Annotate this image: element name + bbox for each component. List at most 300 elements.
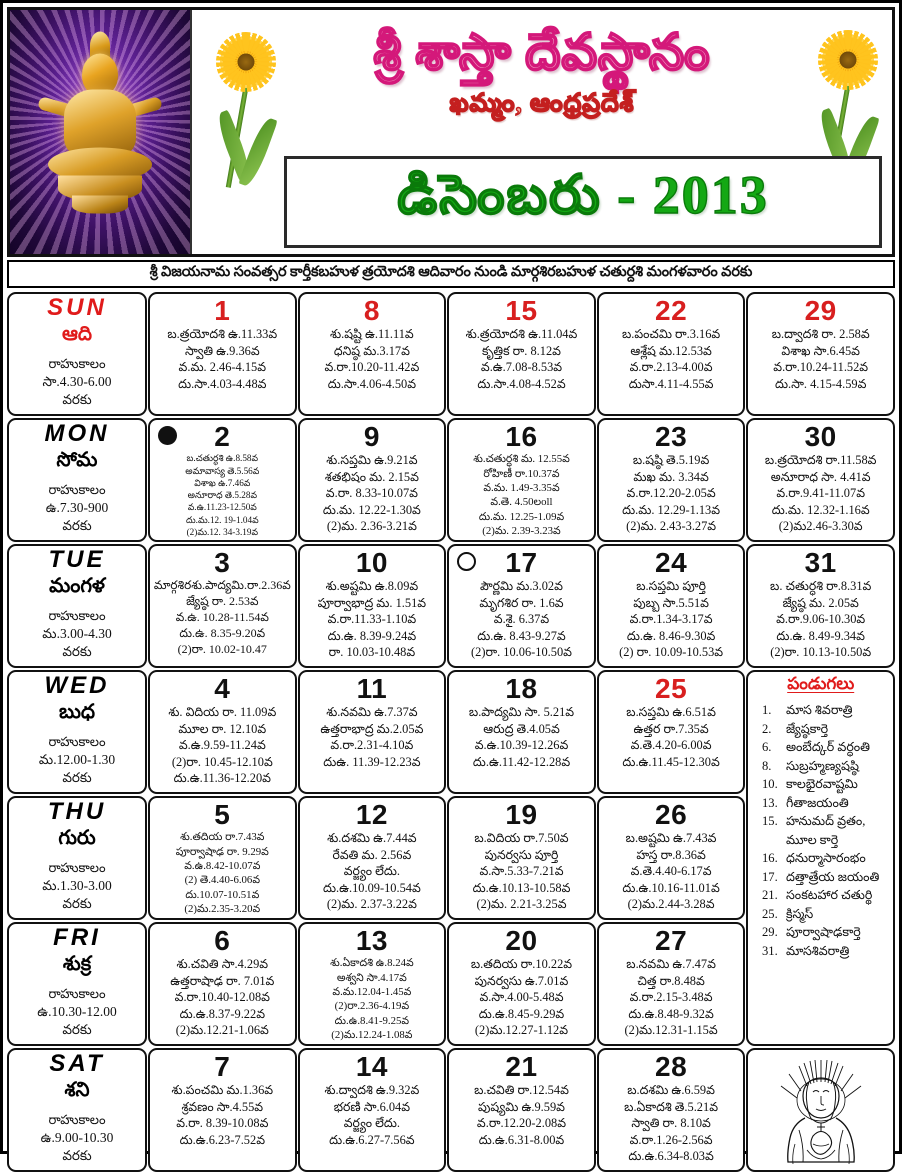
panchangam-lines xyxy=(452,578,591,661)
panchangam-line: శు.సప్తమి ఉ.9.21వ xyxy=(326,453,418,468)
panchangam-line: దు.మ. 12.22-1.30వ xyxy=(322,502,421,517)
panchangam-line: వ.ఉ.11.23-12.50వ xyxy=(187,502,257,513)
date-cell-31[interactable] xyxy=(746,544,895,668)
date-number: 28 xyxy=(655,1051,688,1082)
festival-day-number: 10. xyxy=(761,777,778,791)
panchangam-line: వ.సా.4.00-5.48వ xyxy=(479,990,564,1005)
panchangam-lines xyxy=(452,956,591,1039)
festival-day-number: 17. xyxy=(761,869,778,884)
date-cell-26[interactable] xyxy=(597,796,746,920)
date-number: 20 xyxy=(505,925,538,956)
panchangam-line: (2)మ.2.44-3.28వ xyxy=(627,897,715,912)
date-number: 24 xyxy=(655,547,688,578)
date-number: 7 xyxy=(214,1051,231,1082)
rahukalam-until: వరకు xyxy=(62,1021,92,1037)
rahukalam-until: వరకు xyxy=(62,1147,92,1163)
panchangam-line: వ.శై. 6.37వ xyxy=(493,612,550,627)
panchangam-line: దు.మ.12. 19-1.04వ xyxy=(185,514,259,525)
date-number: 8 xyxy=(363,295,380,326)
panchangam-line: బ.త్రయోదశి ఉ.11.33వ xyxy=(167,327,278,342)
panchangam-line: (2)మ. 2.37-3.22వ xyxy=(326,897,417,912)
festival-name: కాలభైరవాష్టమి xyxy=(785,777,858,791)
panchangam-line: వ.తె. 4.50లoll xyxy=(490,496,553,509)
panchangam-line: దు.ఉ. 8.43-9.27వ xyxy=(477,628,566,643)
festival-day-number: 2. xyxy=(761,721,772,736)
weekday-te-label: గురు xyxy=(58,827,96,849)
rahukalam-time: మ.1.30-3.00 xyxy=(42,877,112,893)
panchangam-line: వ.ఉ.8.42-10.07వ xyxy=(184,860,261,873)
panchangam-line: జ్యేష్ఠ మ. 2.05వ xyxy=(782,595,859,610)
date-number: 10 xyxy=(355,547,388,578)
date-cell-17[interactable] xyxy=(447,544,596,668)
panchangam-line: బ.విదియ రా.7.50వ xyxy=(474,831,569,846)
date-cell-13[interactable] xyxy=(298,922,447,1046)
panchangam-line: వ.రా.10.20-11.42వ xyxy=(324,360,420,375)
panchangam-line: శు.షష్టి ఉ.11.11వ xyxy=(330,327,414,342)
panchangam-line: (2)మ. 2.39-3.23వ xyxy=(482,525,561,538)
date-cell-15[interactable] xyxy=(447,292,596,416)
panchangam-line: బ.పంచమి రా.3.16వ xyxy=(621,327,721,342)
panchangam-line: శు. విదియ రా. 11.09వ xyxy=(168,705,277,720)
panchangam-line: బ.షష్ఠి తె.5.19వ xyxy=(632,453,710,468)
date-number: 30 xyxy=(804,421,837,452)
panchangam-line: దు.ఉ.8.37-9.22వ xyxy=(179,1006,265,1021)
panchangam-lines xyxy=(303,578,442,661)
panchangam-line: దు.సా.4.03-4.48వ xyxy=(178,376,267,391)
panchangam-line: (2) తె.4.40-6.06వ xyxy=(184,874,261,887)
panchangam-lines xyxy=(153,1082,292,1148)
rahukalam-until: వరకు xyxy=(62,391,92,407)
flower-right-icon xyxy=(822,34,874,86)
weekday-te-label: ఆది xyxy=(61,323,93,345)
festival-name: ధనుర్మాసారంభం xyxy=(785,851,866,865)
date-number: 17 xyxy=(505,547,538,578)
date-number: 14 xyxy=(355,1051,388,1082)
festival-item xyxy=(762,757,879,776)
rahukalam-label: రాహుకాలం xyxy=(48,356,106,371)
rahukalam-label: రాహుకాలం xyxy=(48,1112,106,1127)
panchangam-line: దు.ఉ.11.42-12.28వ xyxy=(472,754,571,769)
temple-name: శ్రీ శాస్తా దేవస్థానం xyxy=(373,24,711,80)
panchangam-line: వ.రా.2.15-3.48వ xyxy=(629,990,713,1005)
festival-day-number: 8. xyxy=(761,758,772,773)
panchangam-lines xyxy=(602,1082,741,1165)
weekday-header-mon xyxy=(7,418,147,542)
panchangam-line: దుసా.4.11-4.55వ xyxy=(628,376,714,391)
deity-image xyxy=(10,10,192,254)
date-number: 13 xyxy=(355,925,388,956)
date-cell-29[interactable] xyxy=(746,292,895,416)
panchangam-lines xyxy=(602,704,741,770)
panchangam-line: (2)మ2.46-3.30వ xyxy=(778,519,863,534)
date-number: 6 xyxy=(214,925,231,956)
date-cell-23[interactable] xyxy=(597,418,746,542)
weekday-en-label: SAT xyxy=(49,1050,105,1077)
panchangam-line: (2)రా. 10.06-10.50వ xyxy=(471,645,572,660)
panchangam-line: శు.ఏకాదశి ఉ.8.24వ xyxy=(330,957,414,970)
panchangam-lines xyxy=(153,326,292,392)
date-cell-20[interactable] xyxy=(447,922,596,1046)
panchangam-line: వ.రా.10.40-12.08వ xyxy=(174,990,270,1005)
panchangam-lines xyxy=(452,326,591,392)
panchangam-line: శు.అష్టమి ఉ.8.09వ xyxy=(325,579,419,594)
panchangam-line: బ.చవితి రా.12.54వ xyxy=(474,1083,569,1098)
date-cell-8[interactable] xyxy=(298,292,447,416)
weekday-header-tue xyxy=(7,544,147,668)
panchangam-line: దు.సా. 4.15-4.59వ xyxy=(774,376,867,391)
date-number: 27 xyxy=(655,925,688,956)
panchangam-lines xyxy=(153,830,292,916)
weekday-en-label: SUN xyxy=(47,294,107,321)
festival-name: మాస శివరాత్రి xyxy=(785,703,853,717)
date-cell-4[interactable] xyxy=(148,670,297,794)
panchangam-line: (2)మ.12.27-1.12వ xyxy=(474,1023,569,1038)
date-number: 3 xyxy=(214,547,231,578)
panchangam-line: దుఉ. 11.39-12.23వ xyxy=(323,754,421,769)
panchangam-line: (2) రా. 10.09-10.53వ xyxy=(619,645,724,660)
panchangam-line: శు.నవమి ఉ.7.37వ xyxy=(326,705,418,720)
panchangam-line: (2)మ. 2.36-3.21వ xyxy=(326,519,417,534)
date-number: 4 xyxy=(214,673,231,704)
panchangam-line: బ.అష్టమి ఉ.7.43వ xyxy=(625,831,717,846)
temple-location: ఖమ్మం, ఆంధ్రప్రదేశ్ xyxy=(449,89,635,117)
weekday-header-fri xyxy=(7,922,147,1046)
panchangam-line: శు.చతుర్ధశి మ. 12.55వ xyxy=(473,453,570,466)
panchangam-line: ధనిష్ఠ మ.3.17వ xyxy=(333,343,410,358)
festival-name: క్రిస్మస్ xyxy=(785,906,814,921)
date-cell-28[interactable] xyxy=(597,1048,746,1172)
panchangam-lines xyxy=(303,704,442,770)
panchangam-line: దు.10.07-10.51వ xyxy=(185,888,260,901)
date-cell-3[interactable] xyxy=(148,544,297,668)
date-cell-7[interactable] xyxy=(148,1048,297,1172)
festival-item xyxy=(762,720,879,739)
panchangam-lines xyxy=(602,578,741,661)
date-number: 9 xyxy=(363,421,380,452)
panchangam-line: వ.రా.10.24-11.52వ xyxy=(773,360,869,375)
festival-item xyxy=(762,794,879,813)
panchangam-line: వ.రా.9.06-10.30వ xyxy=(776,612,866,627)
panchangam-lines xyxy=(751,452,890,535)
panchangam-line: రా. 10.03-10.48వ xyxy=(328,645,416,660)
rahukalam-label: రాహుకాలం xyxy=(48,734,106,749)
panchangam-line: వ.ఉ.7.08-8.53వ xyxy=(480,360,563,375)
weekday-en-label: WED xyxy=(44,672,110,699)
panchangam-line: జ్యేష్ఠ రా. 2.53వ xyxy=(186,594,259,609)
panchangam-line: వ.రా.9.41-11.07వ xyxy=(776,486,866,501)
panchangam-lines xyxy=(153,452,292,538)
panchangam-line: (2)మ. 2.43-3.27వ xyxy=(626,519,717,534)
date-cell-16[interactable] xyxy=(447,418,596,542)
date-cell-19[interactable] xyxy=(447,796,596,920)
panchangam-line: శ్రవణం సా.4.55వ xyxy=(181,1099,264,1114)
flower-left-icon xyxy=(220,36,272,88)
weekday-header-wed xyxy=(7,670,147,794)
festival-item xyxy=(762,738,879,757)
panchangam-line: వ.ఉ.9.59-11.24వ xyxy=(178,738,266,753)
panchangam-line: బ.త్రయోదశి రా.11.58వ xyxy=(764,453,877,468)
weekday-en-label: MON xyxy=(44,420,110,447)
date-number: 16 xyxy=(505,421,538,452)
date-number: 1 xyxy=(214,295,231,326)
month-year-box xyxy=(284,156,882,248)
festivals-title: పండుగలు xyxy=(787,674,855,693)
panchangam-lines xyxy=(452,830,591,913)
date-cell-14[interactable] xyxy=(298,1048,447,1172)
date-number: 5 xyxy=(214,799,231,830)
weekday-te-label: బుధ xyxy=(58,701,96,723)
weekday-header-thu xyxy=(7,796,147,920)
festival-item xyxy=(762,923,879,942)
panchangam-line: ఉత్తర రా.7.35వ xyxy=(633,721,709,736)
date-cell-30[interactable] xyxy=(746,418,895,542)
date-cell-22[interactable] xyxy=(597,292,746,416)
festival-item xyxy=(762,905,879,924)
panchangam-lines xyxy=(751,326,890,392)
panchangam-line: అశ్వని సా.4.17వ xyxy=(336,971,407,984)
date-cell-10[interactable] xyxy=(298,544,447,668)
panchangam-line: వర్జ్యం లేదు. xyxy=(343,1116,401,1131)
weekday-te-label: శని xyxy=(64,1079,90,1101)
festivals-list xyxy=(762,701,879,960)
panchangam-line: పుబ్బ సా.5.51వ xyxy=(633,595,709,610)
rahukalam-time: ఉ.9.00-10.30 xyxy=(40,1129,114,1145)
panchangam-lines xyxy=(303,452,442,535)
rahukalam-label: రాహుకాలం xyxy=(48,860,106,875)
panchangam-line: మార్గశిరశు.పాద్యమి.రా.2.36వ xyxy=(153,578,291,593)
panchangam-lines xyxy=(452,1082,591,1148)
rahukalam-label: రాహుకాలం xyxy=(48,986,106,1001)
date-number: 19 xyxy=(505,799,538,830)
rahukalam-until: వరకు xyxy=(62,517,92,533)
panchangam-line: స్వాతి ఉ.9.36వ xyxy=(184,343,260,358)
date-number: 25 xyxy=(655,673,688,704)
panchangam-line: శు.త్రయోదశి ఉ.11.04వ xyxy=(465,327,578,342)
date-number: 29 xyxy=(804,295,837,326)
panchangam-line: వ.రా. 8.39-10.08వ xyxy=(176,1116,269,1131)
date-cell-18[interactable] xyxy=(447,670,596,794)
rahukalam-until: వరకు xyxy=(62,769,92,785)
panchangam-line: దు.సా.4.06-4.50వ xyxy=(327,376,417,391)
panchangam-lines xyxy=(303,956,442,1042)
panchangam-line: శతభిషం మ. 2.15వ xyxy=(324,469,419,484)
panchangam-line: దు.ఉ. 8.39-9.24వ xyxy=(327,628,417,643)
panchangam-line: రేవతి మ. 2.56వ xyxy=(332,847,412,862)
panchangam-lines xyxy=(602,452,741,535)
panchangam-line: అనూరాధ తె.5.28వ xyxy=(187,490,257,501)
title-panel xyxy=(192,10,892,254)
panchangam-line: (2)మ. 2.21-3.25వ xyxy=(476,897,567,912)
samvatsara-subtitle: శ్రీ విజయనామ సంవత్సర కార్తీకబహుళ త్రయోదశి ఆదివారం నుండి మార్గశిరబహుళ చతుర్దశి మంగళవారం వరకు xyxy=(149,264,753,280)
panchangam-line: దు.ఉ. 8.35-9.20వ xyxy=(179,626,266,641)
panchangam-lines xyxy=(153,704,292,787)
festival-day-number: 6. xyxy=(761,740,772,754)
panchangam-lines xyxy=(452,704,591,770)
festival-name: దత్తాత్రేయ జయంతి xyxy=(785,869,880,884)
panchangam-line: వ.రా.11.33-1.10వ xyxy=(327,612,417,627)
panchangam-line: వ.ఉ. 10.28-11.54వ xyxy=(175,610,269,625)
weekday-header-sat xyxy=(7,1048,147,1172)
date-number: 2 xyxy=(214,421,231,452)
panchangam-line: దు.మ. 12.29-1.13వ xyxy=(622,502,721,517)
panchangam-line: అమావాస్య తె.5.56వ xyxy=(185,465,260,476)
jesus-sacred-heart-icon xyxy=(769,1056,873,1164)
panchangam-line: చిత్త రా.8.48వ xyxy=(637,973,705,988)
rahukalam-label: రాహుకాలం xyxy=(48,482,106,497)
panchangam-line: వ.తె.4.20-6.00వ xyxy=(630,738,712,753)
panchangam-line: బ.చతుర్ధశి ఉ.8.58వ xyxy=(186,453,259,464)
festival-day-number: 31. xyxy=(761,943,778,958)
rahukalam-time: సా.4.30-6.00 xyxy=(42,373,112,389)
panchangam-line: పునర్వసు పూర్తి xyxy=(484,847,559,862)
festival-name: మూల కార్తె xyxy=(785,832,839,847)
panchangam-line: (2)రా. 10.02-10.47 xyxy=(177,642,267,657)
festival-day-number: 15. xyxy=(761,814,778,828)
date-number: 12 xyxy=(355,799,388,830)
rahukalam-label: రాహుకాలం xyxy=(48,608,106,623)
date-cell-24[interactable] xyxy=(597,544,746,668)
panchangam-lines xyxy=(452,452,591,538)
panchangam-line: దు.ఉ.6.27-7.56వ xyxy=(329,1132,415,1147)
panchangam-line: ఉత్తరాభాద్ర మ.2.05వ xyxy=(320,721,424,736)
panchangam-lines xyxy=(303,830,442,913)
festival-name: సుబ్రహ్మణ్యషష్ఠి xyxy=(785,758,859,773)
festival-item xyxy=(762,942,879,961)
weekday-en-label: FRI xyxy=(53,924,101,951)
festival-name: పూర్వాషాఢకార్తె xyxy=(785,925,861,939)
weekday-en-label: TUE xyxy=(48,546,106,573)
weekday-en-label: THU xyxy=(47,798,107,825)
panchangam-line: దు.మ. 12.25-1.09వ xyxy=(478,510,565,523)
date-cell-21[interactable] xyxy=(447,1048,596,1172)
date-cell-11[interactable] xyxy=(298,670,447,794)
panchangam-line: బ.సప్తమి పూర్తి xyxy=(636,579,706,594)
panchangam-line: స్వాతి రా. 8.10వ xyxy=(631,1116,711,1131)
panchangam-line: దు.మ. 12.32-1.16వ xyxy=(771,502,870,517)
panchangam-line: దు.ఉ. 8.46-9.30వ xyxy=(626,628,716,643)
date-cell-27[interactable] xyxy=(597,922,746,1046)
panchangam-line: (2)మ.12. 34-3.19వ xyxy=(186,526,258,537)
panchangam-line: (2)రా. 10.45-12.10వ xyxy=(171,754,273,769)
festival-name: సంకటహార చతుర్థి xyxy=(785,888,873,902)
panchangam-line: బ.పాద్యమి సా. 5.21వ xyxy=(468,705,575,720)
panchangam-line: దు.ఉ.8.48-9.32వ xyxy=(628,1006,714,1021)
date-cell-5[interactable] xyxy=(148,796,297,920)
panchangam-line: వ.సా.5.33-7.21వ xyxy=(479,864,564,879)
festival-item xyxy=(762,775,879,794)
panchangam-line: విశాఖ సా.6.45వ xyxy=(781,343,860,358)
date-number: 23 xyxy=(655,421,688,452)
rahukalam-time: ఉ.10.30-12.00 xyxy=(37,1003,117,1019)
festival-item xyxy=(762,831,879,850)
date-cell-6[interactable] xyxy=(148,922,297,1046)
panchangam-line: ఆరుద్ర తె.4.05వ xyxy=(483,721,560,736)
date-cell-2[interactable] xyxy=(148,418,297,542)
panchangam-line: శు.దశమి ఉ.7.44వ xyxy=(327,831,417,846)
panchangam-line: దు.ఉ.10.16-11.01వ xyxy=(622,880,720,895)
date-cell-1[interactable] xyxy=(148,292,297,416)
samvatsara-subtitle-strip xyxy=(7,260,895,288)
panchangam-line: మృగశిర రా. 1.6వ xyxy=(479,595,564,610)
panchangam-line: పూర్వాభాద్ర మ. 1.51వ xyxy=(317,595,427,610)
panchangam-line: దు.సా.4.08-4.52వ xyxy=(477,376,566,391)
panchangam-line: బ.తదియ రా.10.22వ xyxy=(470,957,573,972)
panchangam-line: దు.ఉ.6.34-8.03వ xyxy=(628,1149,714,1164)
panchangam-lines xyxy=(751,578,890,661)
date-number: 22 xyxy=(655,295,688,326)
panchangam-line: ఉత్తరాషాఢ రా. 7.01వ xyxy=(170,973,275,988)
panchangam-line: దు.ఉ.10.09-10.54వ xyxy=(322,880,421,895)
date-number: 11 xyxy=(356,673,388,704)
panchangam-line: దు.ఉ.6.31-8.00వ xyxy=(478,1132,565,1147)
panchangam-line: హస్త రా.8.36వ xyxy=(636,847,706,862)
panchangam-line: వ.రా.2.31-4.10వ xyxy=(330,738,414,753)
panchangam-line: పునర్వసు ఉ.7.01వ xyxy=(474,973,569,988)
ayyappa-figure-icon xyxy=(40,30,160,215)
panchangam-line: వ.మ. 2.46-4.15వ xyxy=(178,360,267,375)
date-cell-9[interactable] xyxy=(298,418,447,542)
date-cell-12[interactable] xyxy=(298,796,447,920)
festival-name: హనుమద్ వ్రతం, xyxy=(785,814,866,828)
festival-item xyxy=(762,868,879,887)
panchangam-line: (2)మ.12.21-1.06వ xyxy=(175,1023,269,1038)
panchangam-line: (2)మ.12.31-1.15వ xyxy=(624,1023,718,1038)
panchangam-line: వ.మ.12.04-1.45వ xyxy=(332,986,412,999)
calendar-grid xyxy=(7,292,895,1172)
panchangam-lines xyxy=(303,1082,442,1148)
panchangam-line: దు.ఉ.11.45-12.30వ xyxy=(622,754,720,769)
panchangam-line: శు.ద్వాదశి ఉ.9.32వ xyxy=(324,1083,420,1098)
panchangam-line: బ.సప్తమి ఉ.6.51వ xyxy=(626,705,716,720)
panchangam-line: శు.తదియ రా.7.43వ xyxy=(180,831,265,844)
rahukalam-until: వరకు xyxy=(62,895,92,911)
panchangam-line: మూల రా. 12.10వ xyxy=(178,721,267,736)
panchangam-line: పౌర్ణమి మ.3.02వ xyxy=(480,579,563,594)
festival-item xyxy=(762,701,879,720)
month-year-label: డిసెంబరు - 2013 xyxy=(397,165,769,225)
panchangam-line: వ.రా.2.13-4.00వ xyxy=(629,360,713,375)
panchangam-line: దు.ఉ.11.36-12.20వ xyxy=(173,771,271,786)
rahukalam-time: మ.12.00-1.30 xyxy=(38,751,116,767)
panchangam-line: దు.ఉ.8.45-9.29వ xyxy=(478,1006,565,1021)
panchangam-line: ఆశ్లేష మ.12.53వ xyxy=(630,343,712,358)
panchangam-lines xyxy=(153,956,292,1039)
festivals-panel xyxy=(746,670,895,1046)
panchangam-line: వ.రా.12.20-2.05వ xyxy=(626,486,716,501)
panchangam-lines xyxy=(602,326,741,392)
festival-item xyxy=(762,849,879,868)
panchangam-line: దు.ఉ.10.13-10.58వ xyxy=(472,880,571,895)
rahukalam-until: వరకు xyxy=(62,643,92,659)
festival-day-number: 1. xyxy=(761,703,772,717)
festival-item xyxy=(762,812,879,831)
date-cell-25[interactable] xyxy=(597,670,746,794)
festival-day-number: 13. xyxy=(761,795,778,810)
panchangam-line: వర్జ్యం లేదు. xyxy=(343,864,401,879)
festival-day-number: 29. xyxy=(761,925,778,939)
festival-name: అంబేద్కర్ వర్ధంతి xyxy=(785,740,871,754)
panchangam-line: దు.ఉ.8.41-9.25వ xyxy=(334,1014,410,1027)
panchangam-line: వ.ఉ.10.39-12.26వ xyxy=(474,738,569,753)
panchangam-line: శు.చవితి సా.4.29వ xyxy=(176,957,269,972)
panchangam-line: బ.ద్వాదశి రా. 2.58వ xyxy=(771,327,870,342)
panchangam-line: (2)రా.2.36-4.19వ xyxy=(334,1000,410,1013)
panchangam-line: బ.దశమి ఉ.6.59వ xyxy=(627,1083,715,1098)
panchangam-line: పూర్వాషాఢ రా. 9.29వ xyxy=(175,845,269,858)
panchangam-line: మఖ మ. 3.34వ xyxy=(633,469,709,484)
new-moon-icon xyxy=(158,426,177,445)
panchangam-line: బ.నవమి ఉ.7.47వ xyxy=(626,957,716,972)
